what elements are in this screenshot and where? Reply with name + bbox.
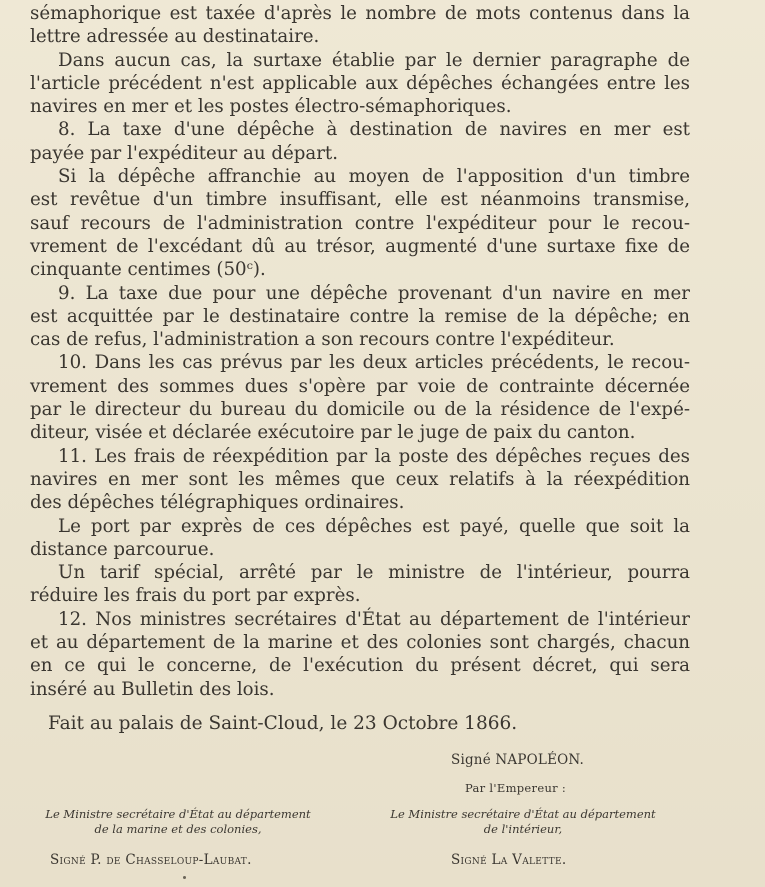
signature-name: NAPOLÉON. <box>495 752 585 768</box>
article-11-start: 11. Les frais de réexpédition par la poste des dépêches reçues des <box>58 445 690 467</box>
text-line: cinquante centimes (50ᶜ). <box>30 259 266 281</box>
article-10-start: 10. Dans les cas prévus par les deux articles précédents, le recou- <box>58 352 690 374</box>
text-line: est revêtue d'un timbre insuffisant, elle est néanmoins transmise, <box>30 189 690 211</box>
text-line: distance parcourue. <box>30 538 215 560</box>
article-9-start: 9. La taxe due pour une dépêche provenant d'un navire en mer <box>58 282 690 304</box>
closing-date-line: Fait au palais de Saint-Cloud, le 23 Octobre 1866. <box>48 713 518 734</box>
minister-left-title <box>28 807 328 837</box>
text-line: cas de refus, l'administration a son recours contre l'expéditeur. <box>30 329 615 351</box>
text-line: par le directeur du bureau du domicile ou de la résidence de l'expé- <box>30 399 690 421</box>
text-line: vrement des sommes dues s'opère par voie de contrainte décernée <box>30 375 690 397</box>
text-line: sémaphorique est taxée d'après le nombre de mots contenus dans la <box>30 3 690 24</box>
text-line: Un tarif spécial, arrêté par le ministre de l'intérieur, pourra <box>58 562 690 584</box>
text-line: est acquittée par le destinataire contre la remise de la dépêche; en <box>30 305 690 327</box>
signature-la-valette: Signé La Valette. <box>451 852 567 868</box>
text-line: des dépêches télégraphiques ordinaires. <box>30 492 405 514</box>
signature-napoleon <box>451 752 584 768</box>
text-line: inséré au Bulletin des lois. <box>30 678 275 700</box>
signature-prefix: Signé <box>451 752 491 768</box>
text-line: et au département de la marine et des colonies sont chargés, chacun <box>30 632 690 654</box>
text-line: l'article précédent n'est applicable aux dépêches échangées entre les <box>30 72 690 94</box>
text-line: réduire les frais du port par exprès. <box>30 585 361 607</box>
text-line: Dans aucun cas, la surtaxe établie par le dernier paragraphe de <box>58 49 690 71</box>
text-line: lettre adressée au destinataire. <box>30 26 320 48</box>
text-line: navires en mer et les postes électro-sémaphoriques. <box>30 96 512 118</box>
text-line: Le port par exprès de ces dépêches est payé, quelle que soit la <box>58 515 690 537</box>
text-line: sauf recours de l'administration contre l'expéditeur pour le recou- <box>30 212 690 234</box>
print-dot <box>183 876 186 879</box>
minister-left-line1: Le Ministre secrétaire d'État au département <box>45 807 311 821</box>
text-line: payée par l'expéditeur au départ. <box>30 142 339 164</box>
text-line: diteur, visée et déclarée exécutoire par le juge de paix du canton. <box>30 422 636 444</box>
minister-left-line2: de la marine et des colonies, <box>94 822 262 836</box>
par-empereur-line: Par l'Empereur : <box>465 781 567 795</box>
article-12-start: 12. Nos ministres secrétaires d'État au département de l'intérieur <box>58 608 690 630</box>
minister-right-title <box>373 807 673 837</box>
minister-right-line2: de l'intérieur, <box>483 822 563 836</box>
decree-body-text <box>30 2 690 701</box>
signature-chasseloup-laubat: Signé P. de Chasseloup-Laubat. <box>50 852 252 868</box>
article-8-start: 8. La taxe d'une dépêche à destination de navires en mer est <box>58 119 690 141</box>
text-line: vrement de l'excédant dû au trésor, augmenté d'une surtaxe fixe de <box>30 235 690 257</box>
minister-right-line1: Le Ministre secrétaire d'État au département <box>390 807 656 821</box>
text-line: navires en mer sont les mêmes que ceux relatifs à la réexpédition <box>30 468 690 490</box>
text-line: Si la dépêche affranchie au moyen de l'apposition d'un timbre <box>58 166 690 188</box>
text-line: en ce qui le concerne, de l'exécution du présent décret, qui sera <box>30 655 690 677</box>
